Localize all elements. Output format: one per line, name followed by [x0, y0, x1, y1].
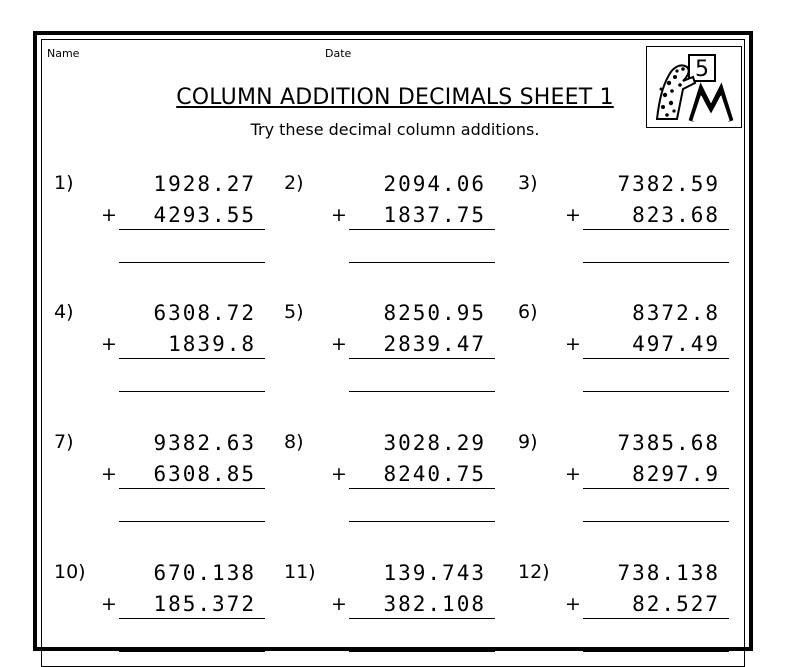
answer-line	[583, 651, 729, 652]
problem-number: 1)	[54, 172, 74, 194]
plus-sign: +	[565, 593, 581, 615]
second-addend: 382.108	[383, 592, 486, 616]
math-salamanders-logo	[646, 46, 742, 128]
name-label: Name	[47, 47, 80, 60]
problem-number: 6)	[518, 301, 538, 323]
first-addend: 6308.72	[153, 301, 256, 325]
salamander-icon	[647, 47, 741, 127]
first-addend: 2094.06	[383, 172, 486, 196]
problem-number: 2)	[284, 172, 304, 194]
problem-number: 5)	[284, 301, 304, 323]
addition-rule-line	[349, 229, 495, 230]
answer-line	[349, 521, 495, 522]
plus-sign: +	[101, 333, 117, 355]
first-addend: 670.138	[153, 561, 256, 585]
logo-digit: 5	[695, 57, 709, 82]
plus-sign: +	[101, 463, 117, 485]
answer-line	[119, 262, 265, 263]
page-title: COLUMN ADDITION DECIMALS SHEET 1	[176, 85, 614, 110]
second-addend: 4293.55	[153, 203, 256, 227]
second-addend: 497.49	[632, 332, 720, 356]
problem-number: 11)	[284, 561, 316, 583]
addition-rule-line	[349, 358, 495, 359]
answer-line	[349, 391, 495, 392]
addition-rule-line	[583, 229, 729, 230]
addition-rule-line	[583, 358, 729, 359]
plus-sign: +	[331, 333, 347, 355]
problem-number: 10)	[54, 561, 86, 583]
plus-sign: +	[565, 463, 581, 485]
second-addend: 8240.75	[383, 462, 486, 486]
problem-number: 9)	[518, 431, 538, 453]
second-addend: 6308.85	[153, 462, 256, 486]
plus-sign: +	[101, 593, 117, 615]
plus-sign: +	[565, 333, 581, 355]
addition-rule-line	[119, 618, 265, 619]
problem-number: 8)	[284, 431, 304, 453]
first-addend: 738.138	[617, 561, 720, 585]
first-addend: 7385.68	[617, 431, 720, 455]
second-addend: 82.527	[632, 592, 720, 616]
first-addend: 9382.63	[153, 431, 256, 455]
plus-sign: +	[101, 204, 117, 226]
first-addend: 3028.29	[383, 431, 486, 455]
first-addend: 7382.59	[617, 172, 720, 196]
addition-rule-line	[583, 488, 729, 489]
second-addend: 2839.47	[383, 332, 486, 356]
problem-number: 7)	[54, 431, 74, 453]
problem-number: 4)	[54, 301, 74, 323]
plus-sign: +	[331, 204, 347, 226]
answer-line	[583, 521, 729, 522]
addition-rule-line	[349, 488, 495, 489]
first-addend: 8250.95	[383, 301, 486, 325]
page-subtitle: Try these decimal column additions.	[250, 120, 540, 139]
second-addend: 823.68	[632, 203, 720, 227]
addition-rule-line	[583, 618, 729, 619]
addition-rule-line	[119, 358, 265, 359]
answer-line	[583, 391, 729, 392]
addition-rule-line	[349, 618, 495, 619]
second-addend: 8297.9	[632, 462, 720, 486]
first-addend: 139.743	[383, 561, 486, 585]
answer-line	[119, 521, 265, 522]
problem-number: 12)	[518, 561, 550, 583]
answer-line	[349, 651, 495, 652]
addition-rule-line	[119, 229, 265, 230]
plus-sign: +	[565, 204, 581, 226]
second-addend: 1839.8	[168, 332, 256, 356]
plus-sign: +	[331, 593, 347, 615]
answer-line	[583, 262, 729, 263]
answer-line	[119, 391, 265, 392]
answer-line	[119, 651, 265, 652]
plus-sign: +	[331, 463, 347, 485]
first-addend: 1928.27	[153, 172, 256, 196]
second-addend: 1837.75	[383, 203, 486, 227]
problem-number: 3)	[518, 172, 538, 194]
addition-rule-line	[119, 488, 265, 489]
answer-line	[349, 262, 495, 263]
date-label: Date	[325, 47, 352, 60]
first-addend: 8372.8	[632, 301, 720, 325]
second-addend: 185.372	[153, 592, 256, 616]
